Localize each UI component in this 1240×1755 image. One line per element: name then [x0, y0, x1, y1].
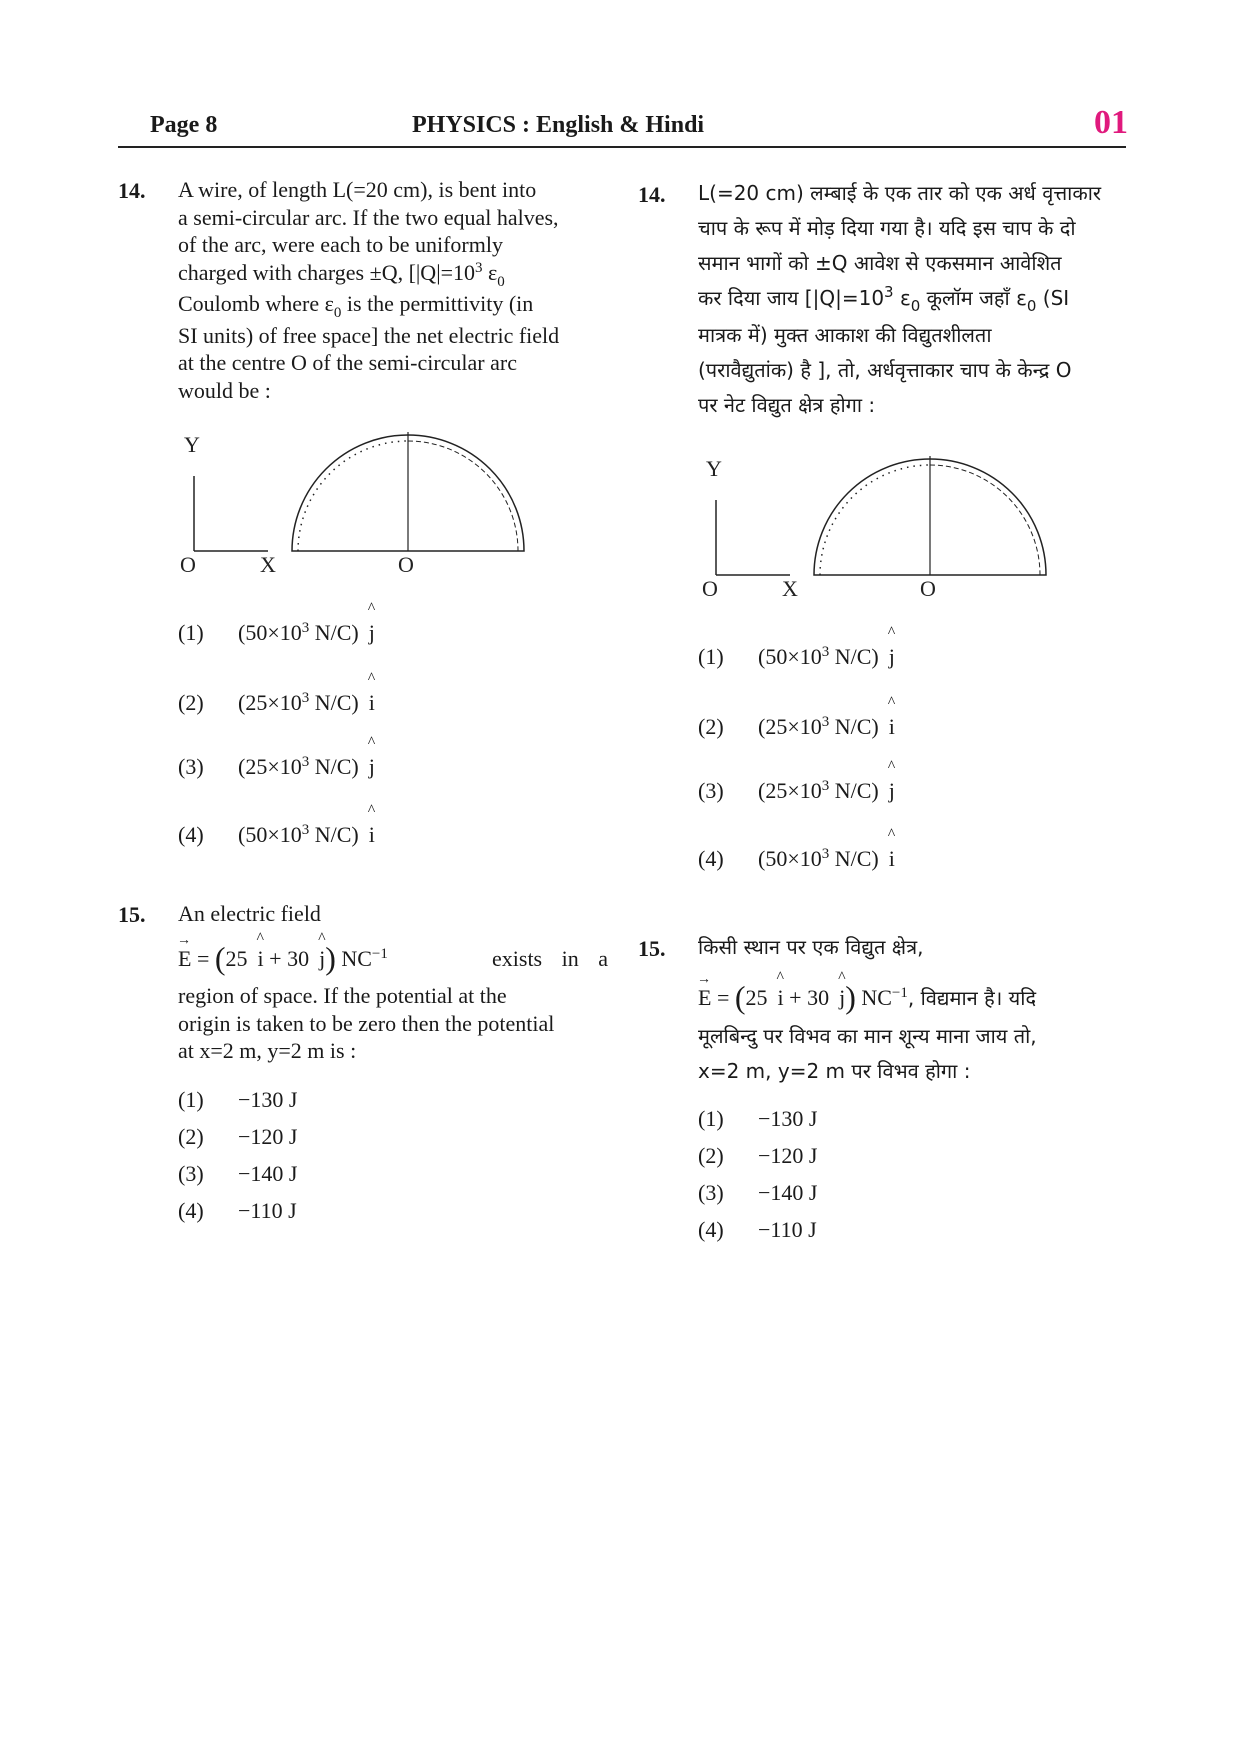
- unit-vector: ^ j: [889, 778, 895, 804]
- negative-charge-marks: [930, 465, 1040, 575]
- option-4[interactable]: [698, 1217, 817, 1243]
- text-line: of the arc, were each to be uniformly: [178, 232, 503, 257]
- unit-vector: ^ i: [369, 822, 375, 848]
- option-text: (25×10: [758, 778, 822, 803]
- field-equation: → E = (25^ i + 30^ j) $NC^{-1}$ exists in a: [178, 942, 608, 977]
- option-text: N/C): [309, 620, 359, 645]
- unit: NC: [341, 945, 372, 971]
- option-4[interactable]: [698, 846, 895, 872]
- center-label: O: [920, 576, 936, 601]
- axis-label-y: Y: [184, 432, 200, 457]
- superscript: 3: [821, 644, 830, 660]
- option-text: N/C): [829, 846, 879, 871]
- superscript: 3: [821, 714, 830, 730]
- text-line: region of space. If the potential at the: [178, 983, 507, 1008]
- question-15-text-en: [178, 900, 608, 1065]
- option-number: (1): [178, 620, 204, 645]
- subscript: 0: [1026, 297, 1037, 315]
- text-line: at the centre O of the semi-circular arc: [178, 350, 517, 375]
- semicircle-arc-figure: [692, 444, 1072, 604]
- text-line: [698, 281, 1130, 318]
- text-line: [178, 290, 608, 322]
- option-1[interactable]: [698, 644, 895, 670]
- option-text: (50×10: [758, 644, 822, 669]
- subscript: 0: [333, 305, 342, 321]
- text-line: x=2 m, y=2 m पर विभव होगा :: [698, 1059, 971, 1083]
- option-number: (1): [178, 1087, 204, 1112]
- option-number: (3): [698, 778, 724, 803]
- text-fragment: is the permittivity (in: [341, 291, 534, 316]
- option-1[interactable]: [698, 1106, 817, 1132]
- option-3[interactable]: [178, 1161, 297, 1187]
- text-fragment: कूलॉम जहाँ ε: [920, 286, 1027, 310]
- option-number: (2): [178, 690, 204, 715]
- superscript: 3: [301, 620, 310, 636]
- option-4[interactable]: [178, 1198, 297, 1224]
- text-fragment: कर दिया जाय [|Q|=10: [698, 286, 885, 310]
- equals-sign: =: [716, 985, 730, 1010]
- option-number: (4): [698, 1217, 724, 1242]
- superscript: 3: [821, 778, 830, 794]
- text-fragment: exists in a: [492, 945, 608, 971]
- vector-e: → E: [178, 945, 191, 973]
- text-line: An electric field: [178, 901, 321, 926]
- origin-label: O: [180, 552, 196, 577]
- subscript: 0: [497, 273, 505, 290]
- question-15-text-hi: [698, 930, 1130, 1089]
- option-text: N/C): [309, 754, 359, 779]
- option-text: N/C): [309, 690, 359, 715]
- option-number: (2): [178, 1124, 204, 1149]
- text-fragment: (SI: [1036, 286, 1070, 310]
- unit-vector: ^ i: [369, 690, 375, 716]
- equals-sign: =: [196, 945, 210, 971]
- text-fragment: ε: [482, 259, 498, 285]
- page-number: Page 8: [150, 112, 218, 138]
- origin-label: O: [702, 576, 718, 601]
- superscript: 3: [301, 822, 310, 838]
- superscript: 3: [884, 283, 894, 301]
- option-3[interactable]: [698, 1180, 817, 1206]
- text-line: a semi-circular arc. If the two equal halves,: [178, 204, 559, 230]
- unit-vector: ^ i: [889, 714, 895, 740]
- vector-e: → E: [698, 980, 711, 1015]
- unit: NC: [861, 985, 892, 1010]
- option-text: −110 J: [758, 1217, 817, 1242]
- unit-vector: ^ j: [319, 945, 325, 973]
- option-number: (2): [698, 714, 724, 739]
- text-line: at x=2 m, y=2 m is :: [178, 1038, 357, 1063]
- option-text: N/C): [309, 822, 359, 847]
- text-line: पर नेट विद्युत क्षेत्र होगा :: [698, 393, 876, 417]
- subscript: 0: [910, 297, 921, 315]
- option-text: −140 J: [758, 1180, 818, 1205]
- text-line: [178, 259, 608, 291]
- option-number: (4): [178, 822, 204, 847]
- unit-vector: ^ i: [778, 980, 784, 1015]
- superscript: 3: [301, 754, 310, 770]
- question-number: 14.: [638, 182, 666, 207]
- superscript: −1: [891, 985, 908, 1001]
- option-text: −130 J: [758, 1106, 818, 1131]
- option-4[interactable]: [178, 822, 375, 848]
- text-line: समान भागों को ±Q आवेश से एकसमान आवेशित: [698, 251, 1062, 275]
- option-text: (25×10: [238, 690, 302, 715]
- option-text: N/C): [829, 778, 879, 803]
- coefficient: 25: [225, 945, 248, 971]
- option-text: (50×10: [238, 822, 302, 847]
- option-number: (4): [698, 846, 724, 871]
- question-number: 15.: [118, 902, 146, 927]
- text-fragment: Coulomb where ε: [178, 291, 334, 316]
- option-text: (25×10: [238, 754, 302, 779]
- option-text: −110 J: [238, 1198, 297, 1223]
- superscript: 3: [821, 846, 830, 862]
- option-number: (3): [698, 1180, 724, 1205]
- option-number: (1): [698, 644, 724, 669]
- text-line: origin is taken to be zero then the potential: [178, 1010, 555, 1036]
- question-number: 15.: [638, 936, 666, 961]
- coefficient: 30: [807, 985, 830, 1010]
- option-3[interactable]: [698, 778, 895, 804]
- option-number: (1): [698, 1106, 724, 1131]
- option-2[interactable]: [698, 1143, 817, 1169]
- question-14-text-hi: [698, 176, 1130, 423]
- field-equation: → E = (25^ i + 30^ j) $NC^{-1}$, विद्यमान है। यदि: [698, 977, 1130, 1019]
- text-fragment: ε: [893, 286, 911, 310]
- text-line: A wire, of length L(=20 cm), is bent into: [178, 177, 537, 202]
- unit-vector: ^ j: [369, 620, 375, 646]
- option-text: −120 J: [238, 1124, 298, 1149]
- unit-vector: ^ j: [889, 644, 895, 670]
- option-text: −120 J: [758, 1143, 818, 1168]
- negative-charge-marks: [408, 441, 518, 551]
- positive-charge-marks: [298, 441, 408, 551]
- text-fragment: , विद्यमान है। यदि: [907, 986, 1037, 1010]
- text-line: L(=20 cm) लम्बाई के एक तार को एक अर्ध वृत्ताकार: [698, 181, 1102, 205]
- option-text: (50×10: [758, 846, 822, 871]
- option-number: (4): [178, 1198, 204, 1223]
- option-text: (50×10: [238, 620, 302, 645]
- text-fragment: charged with charges ±Q, [|Q|=10: [178, 259, 476, 285]
- option-text: N/C): [829, 644, 879, 669]
- option-1[interactable]: [178, 1087, 297, 1113]
- superscript: 3: [475, 259, 483, 276]
- superscript: 3: [301, 690, 310, 706]
- unit-vector: ^ j: [369, 754, 375, 780]
- option-number: (3): [178, 754, 204, 779]
- option-number: (3): [178, 1161, 204, 1186]
- page-title: PHYSICS : English & Hindi: [412, 112, 705, 138]
- unit-vector: ^ i: [889, 846, 895, 872]
- center-label: O: [398, 552, 414, 577]
- coefficient: 25: [745, 985, 768, 1010]
- unit-vector: ^ i: [258, 945, 264, 973]
- text-line: किसी स्थान पर एक विद्युत क्षेत्र,: [698, 935, 924, 959]
- axis-label-y: Y: [706, 456, 722, 481]
- option-1[interactable]: [178, 620, 375, 646]
- question-14-text-en: [178, 176, 608, 404]
- header-rule: [118, 146, 1126, 148]
- text-line: चाप के रूप में मोड़ दिया गया है। यदि इस चाप के दो: [698, 216, 1076, 240]
- paper-code: 01: [1094, 104, 1128, 141]
- axis-label-x: X: [260, 552, 276, 577]
- option-text: N/C): [829, 714, 879, 739]
- option-2[interactable]: [178, 1124, 297, 1150]
- option-3[interactable]: [178, 754, 375, 780]
- text-line: would be :: [178, 377, 271, 403]
- option-text: (25×10: [758, 714, 822, 739]
- semicircle-arc-figure: [170, 420, 550, 580]
- option-text: −130 J: [238, 1087, 298, 1112]
- axis-label-x: X: [782, 576, 798, 601]
- question-number: 14.: [118, 178, 146, 203]
- plus-sign: +: [789, 985, 802, 1010]
- text-line: SI units) of free space] the net electric field: [178, 322, 560, 348]
- option-number: (2): [698, 1143, 724, 1168]
- option-2[interactable]: [698, 714, 895, 740]
- unit-vector: ^ j: [839, 980, 845, 1015]
- plus-sign: +: [269, 945, 282, 971]
- coefficient: 30: [287, 945, 310, 971]
- positive-charge-marks: [820, 465, 930, 575]
- text-line: मूलबिन्दु पर विभव का मान शून्य माना जाय तो,: [698, 1024, 1037, 1048]
- superscript: −1: [371, 945, 388, 962]
- text-line: (परावैद्युतांक) है ], तो, अर्धवृत्ताकार चाप के केन्द्र O: [698, 358, 1072, 382]
- option-text: −140 J: [238, 1161, 298, 1186]
- option-2[interactable]: [178, 690, 375, 716]
- text-line: मात्रक में) मुक्त आकाश की विद्युतशीलता: [698, 323, 992, 347]
